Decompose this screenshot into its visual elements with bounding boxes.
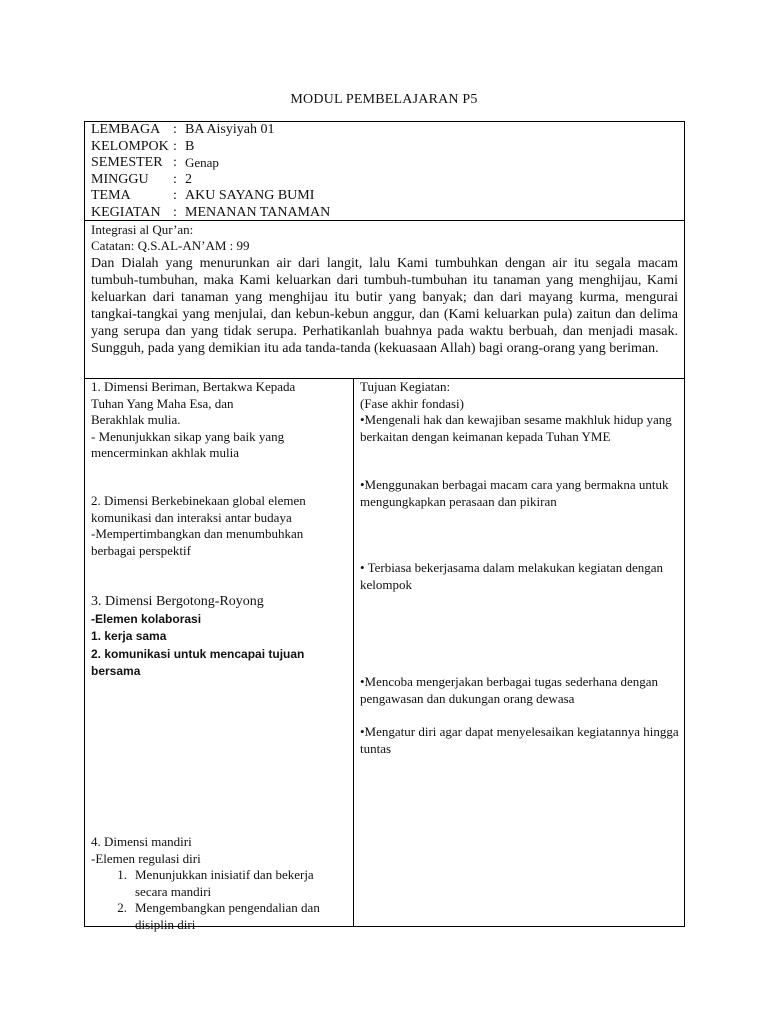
dimension-1 bbox=[91, 379, 346, 462]
info-value: MENANAN TANAMAN bbox=[185, 204, 331, 220]
info-row-lembaga bbox=[91, 122, 330, 139]
info-sep: : bbox=[173, 188, 177, 203]
goal-item: •Mengatur diri agar dapat menyelesaikan kegiatannya hingga tuntas bbox=[360, 724, 679, 756]
document-title: MODUL PEMBELAJARAN P5 bbox=[290, 92, 478, 107]
info-key: KELOMPOK bbox=[91, 138, 169, 154]
info-sep: : bbox=[173, 171, 177, 187]
dimension-4 bbox=[91, 834, 346, 933]
info-row-kelompok bbox=[91, 139, 330, 156]
dimension-item: 1. kerja sama bbox=[91, 629, 167, 643]
info-value: Genap bbox=[185, 155, 219, 170]
dimension-title: 1. Dimensi Beriman, Bertakwa Kepada bbox=[91, 379, 296, 394]
info-sep: : bbox=[173, 122, 177, 137]
info-value: 2 bbox=[185, 171, 192, 187]
dimension-title: Berakhlak mulia. bbox=[91, 412, 181, 427]
dimension-title: 2. Dimensi Berkebinekaan global elemen komunikasi dan interaksi antar budaya bbox=[91, 493, 306, 525]
info-key: LEMBAGA bbox=[91, 122, 161, 137]
info-sep: : bbox=[173, 204, 177, 220]
info-key: KEGIATAN bbox=[91, 204, 161, 220]
dimension-title: 4. Dimensi mandiri bbox=[91, 834, 192, 849]
list-text: Mengembangkan pengendalian dan disiplin diri bbox=[135, 900, 320, 932]
list-number: 1. bbox=[117, 867, 127, 882]
dimension-element: -Elemen regulasi diri bbox=[91, 850, 201, 866]
info-row-kegiatan bbox=[91, 205, 330, 222]
info-key: MINGGU bbox=[91, 171, 149, 187]
list-item bbox=[91, 900, 346, 933]
goal-item: •Menggunakan berbagai macam cara yang bermakna untuk mengungkapkan perasaan dan pikiran bbox=[360, 477, 669, 509]
list-number: 2. bbox=[117, 900, 127, 915]
goal-item: • Terbiasa bekerjasama dalam melakukan kegiatan dengan kelompok bbox=[360, 560, 663, 592]
dimension-item: 2. komunikasi untuk mencapai tujuan bersama bbox=[91, 646, 305, 678]
info-key: SEMESTER bbox=[91, 155, 163, 170]
goals-header bbox=[360, 379, 680, 445]
quran-text: Dan Dialah yang menurunkan air dari langit, lalu Kami tumbuhkan dengan air itu segala macam tumbuh-tumbuhan, maka Kami keluarkan dari tumbuh-tumbuhan itu tanaman yang menghijau, Kami keluarkan dari tanaman yang menghijau itu butir yang banyak; dan dari mayang kurma, mengurai tangkai-tangkai yang menjulai, dan kebun-kebun anggur, dan (Kami keluarkan pula) zaitun dan delima yang serupa dan yang tidak serupa. Perhatikanlah buahnya pada waktu berbuah, dan menjadi masak. Sungguh, pada yang demikian itu ada tanda-tanda (kekuasaan Allah) bagi orang-orang yang beriman. bbox=[91, 256, 678, 356]
info-row-tema bbox=[91, 188, 330, 205]
list-text: Menunjukkan inisiatif dan bekerja secara mandiri bbox=[135, 867, 314, 899]
info-sep: : bbox=[173, 155, 177, 170]
divider bbox=[85, 220, 684, 221]
info-value: AKU SAYANG BUMI bbox=[185, 188, 315, 203]
list-item bbox=[91, 867, 346, 900]
dimension-element: -Elemen kolaborasi bbox=[91, 611, 202, 626]
goals-phase: (Fase akhir fondasi) bbox=[360, 395, 464, 411]
quran-heading: Integrasi al Qur’an: bbox=[91, 222, 194, 237]
column-divider bbox=[353, 378, 354, 926]
goal-item: •Mencoba mengerjakan berbagai tugas sederhana dengan pengawasan dan dukungan orang dewasa bbox=[360, 674, 659, 706]
info-sep: : bbox=[173, 138, 177, 154]
info-row-minggu bbox=[91, 172, 330, 189]
info-section bbox=[91, 122, 330, 221]
info-value: B bbox=[185, 138, 195, 154]
dimension-title: Tuhan Yang Maha Esa, dan bbox=[91, 395, 234, 411]
goals-heading: Tujuan Kegiatan: bbox=[360, 379, 451, 394]
quran-note: Catatan: Q.S.AL-AN’AM : 99 bbox=[91, 238, 250, 253]
quran-section bbox=[91, 222, 678, 357]
dimension-3 bbox=[91, 594, 346, 681]
dimension-point: -Mempertimbangkan dan menumbuhkan berbagai perspektif bbox=[91, 526, 304, 558]
info-row-semester bbox=[91, 155, 330, 172]
info-value: BA Aisyiyah 01 bbox=[185, 122, 275, 137]
info-key: TEMA bbox=[91, 188, 131, 203]
dimension-title: 3. Dimensi Bergotong-Royong bbox=[91, 594, 264, 609]
dimension-2 bbox=[91, 493, 346, 559]
dimension-point: - Menunjukkan sikap yang baik yang mencerminkan akhlak mulia bbox=[91, 428, 285, 460]
goal-item: •Mengenali hak dan kewajiban sesame makhluk hidup yang berkaitan dengan keimanan kepada Tuhan YME bbox=[360, 412, 672, 444]
module-table bbox=[84, 121, 685, 932]
